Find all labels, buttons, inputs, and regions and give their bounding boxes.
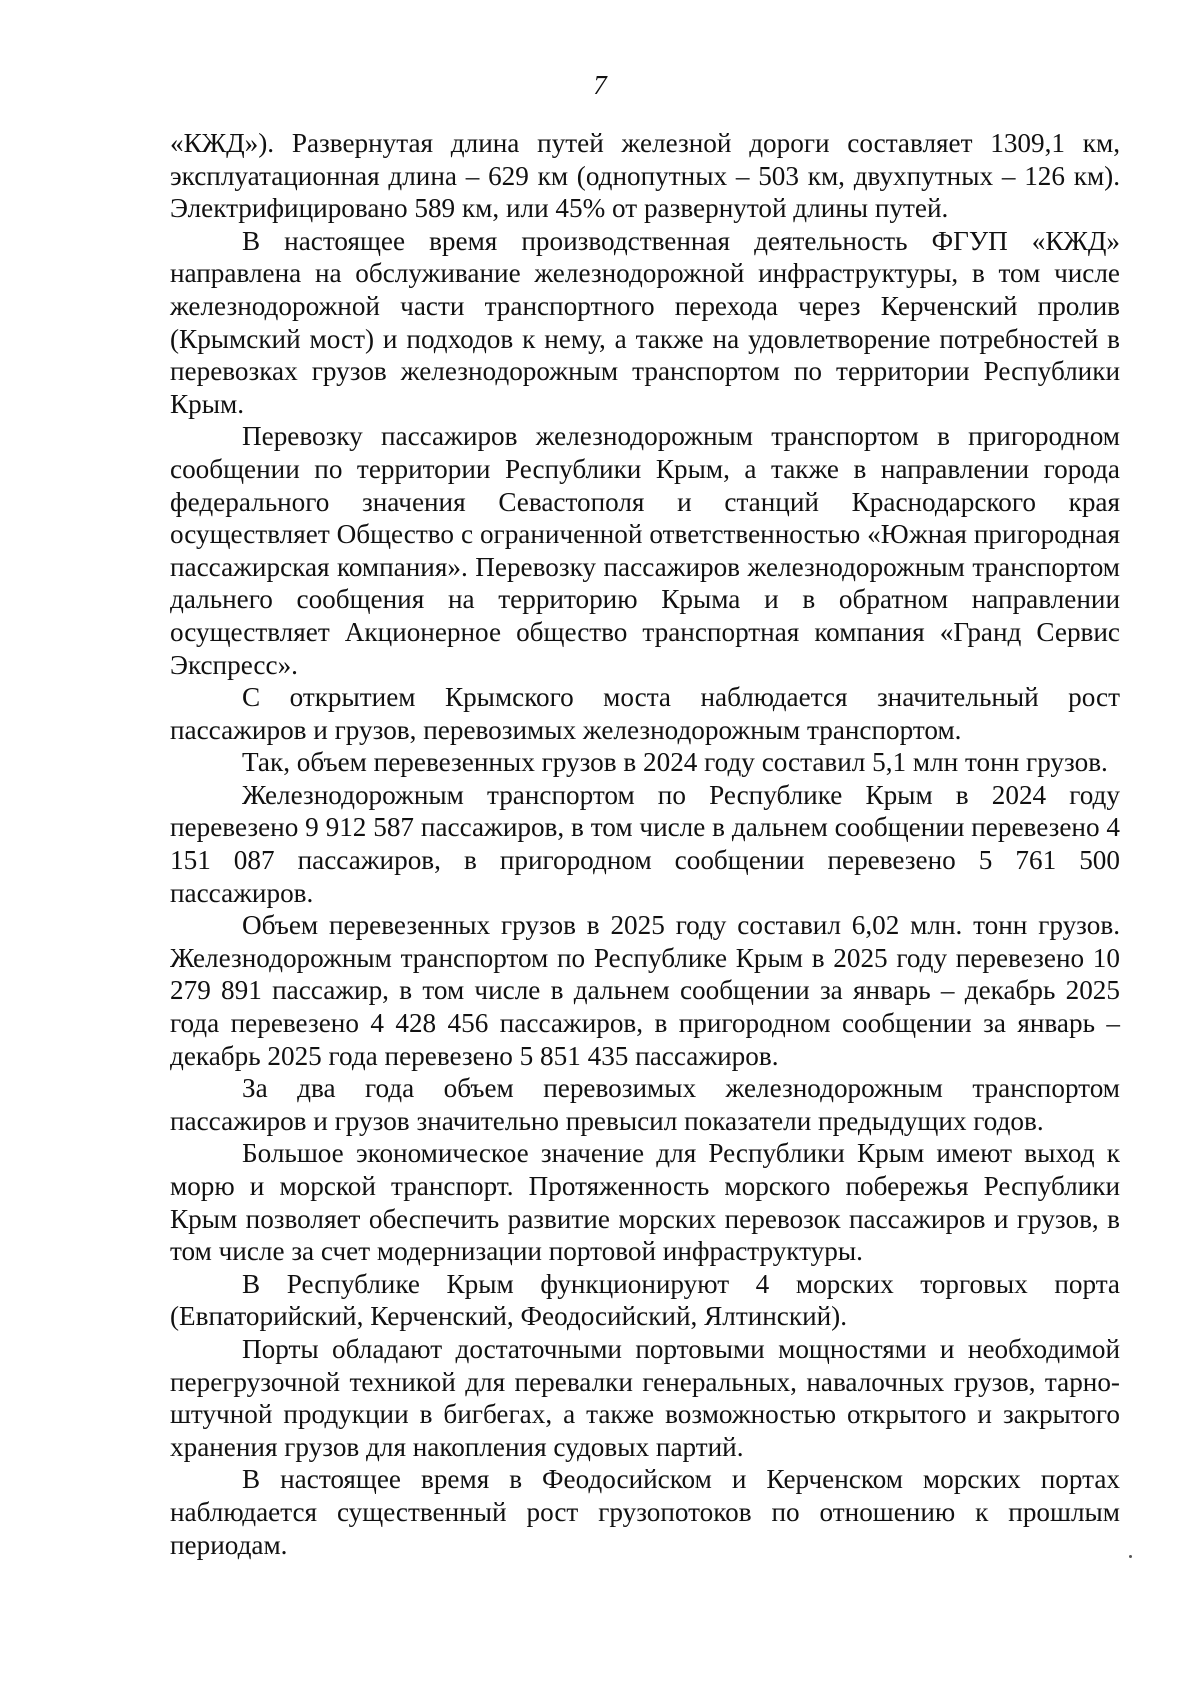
page-number: 7 <box>593 70 607 100</box>
document-body <box>170 127 1120 1561</box>
paragraph-sea-ports-list: В Республике Крым функционируют 4 морских торговых порта (Евпаторийский, Керченский, Феодосийский, Ялтинский). <box>170 1268 1120 1332</box>
paragraph-cargo-2024: Так, объем перевезенных грузов в 2024 году составил 5,1 млн тонн грузов. <box>242 747 1108 778</box>
paragraph-two-year-summary: За два года объем перевозимых железнодорожным транспортом пассажиров и грузов значительно превысил показатели предыдущих годов. <box>170 1073 1120 1136</box>
scan-speck <box>1129 1555 1132 1558</box>
paragraph-passengers-2024: Железнодорожным транспортом по Республике Крым в 2024 году перевезено 9 912 587 пассажиров, в том числе в дальнем сообщении перевезено 4 151 087 пассажиров, в пригородном сообщении перевезено 5 761 500 пассажиров. <box>170 779 1120 908</box>
paragraph-cargo-flow-growth: В настоящее время в Феодосийском и Керченском морских портах наблюдается существенный рост грузопотоков по отношению к прошлым периодам. <box>170 1464 1120 1560</box>
paragraph-kzhd-activity: В настоящее время производственная деятельность ФГУП «КЖД» направлена на обслуживание железнодорожной инфраструктуры, в том числе железнодорожной части транспортного перехода через Керченский пролив (Крымский мост) и подходов к нему, а также на удовлетворение потребностей в перевозках грузов железнодорожным транспортом по территории Республики Крым. <box>170 225 1120 419</box>
paragraph-port-capacity: Порты обладают достаточными портовыми мощностями и необходимой перегрузочной техникой для перевалки генеральных, навалочных грузов, тарно-штучной продукции в бигбегах, а также возможностью открытого и закрытого хранения грузов для накопления судовых партий. <box>170 1333 1120 1462</box>
paragraph-2025-figures: Объем перевезенных грузов в 2025 году составил 6,02 млн. тонн грузов. Железнодорожным транспортом по Республике Крым в 2025 году перевезено 10 279 891 пассажир, в том числе в дальнем сообщении за январь – декабрь 2025 года перевезено 4 428 456 пассажиров, в пригородном сообщении за январь – декабрь 2025 года перевезено 5 851 435 пассажиров. <box>170 910 1120 1071</box>
paragraph-passenger-carriers: Перевозку пассажиров железнодорожным транспортом в пригородном сообщении по территории Республики Крым, а также в направлении города федерального значения Севастополя и станций Краснодарского края осуществляет Общество с ограниченной ответственностью «Южная пригородная пассажирская компания». Перевозку пассажиров железнодорожным транспортом дальнего сообщения на территорию Крыма и в обратном направлении осуществляет Акционерное общество транспортная компания «Гранд Сервис Экспресс». <box>170 421 1120 680</box>
paragraph-kzhd-track-length: «КЖД»). Развернутая длина путей железной дороги составляет 1309,1 км, эксплуатационная длина – 629 км (однопутных – 503 км, двухпутных – 126 км). Электрифицировано 589 км, или 45% от развернутой длины путей. <box>170 128 1120 224</box>
paragraph-crimean-bridge-growth: С открытием Крымского моста наблюдается значительный рост пассажиров и грузов, перевозимых железнодорожным транспортом. <box>170 682 1120 745</box>
paragraph-maritime-importance: Большое экономическое значение для Республики Крым имеют выход к морю и морской транспорт. Протяженность морского побережья Республики Крым позволяет обеспечить развитие морских перевозок пассажиров и грузов, в том числе за счет модернизации портовой инфраструктуры. <box>170 1138 1120 1267</box>
